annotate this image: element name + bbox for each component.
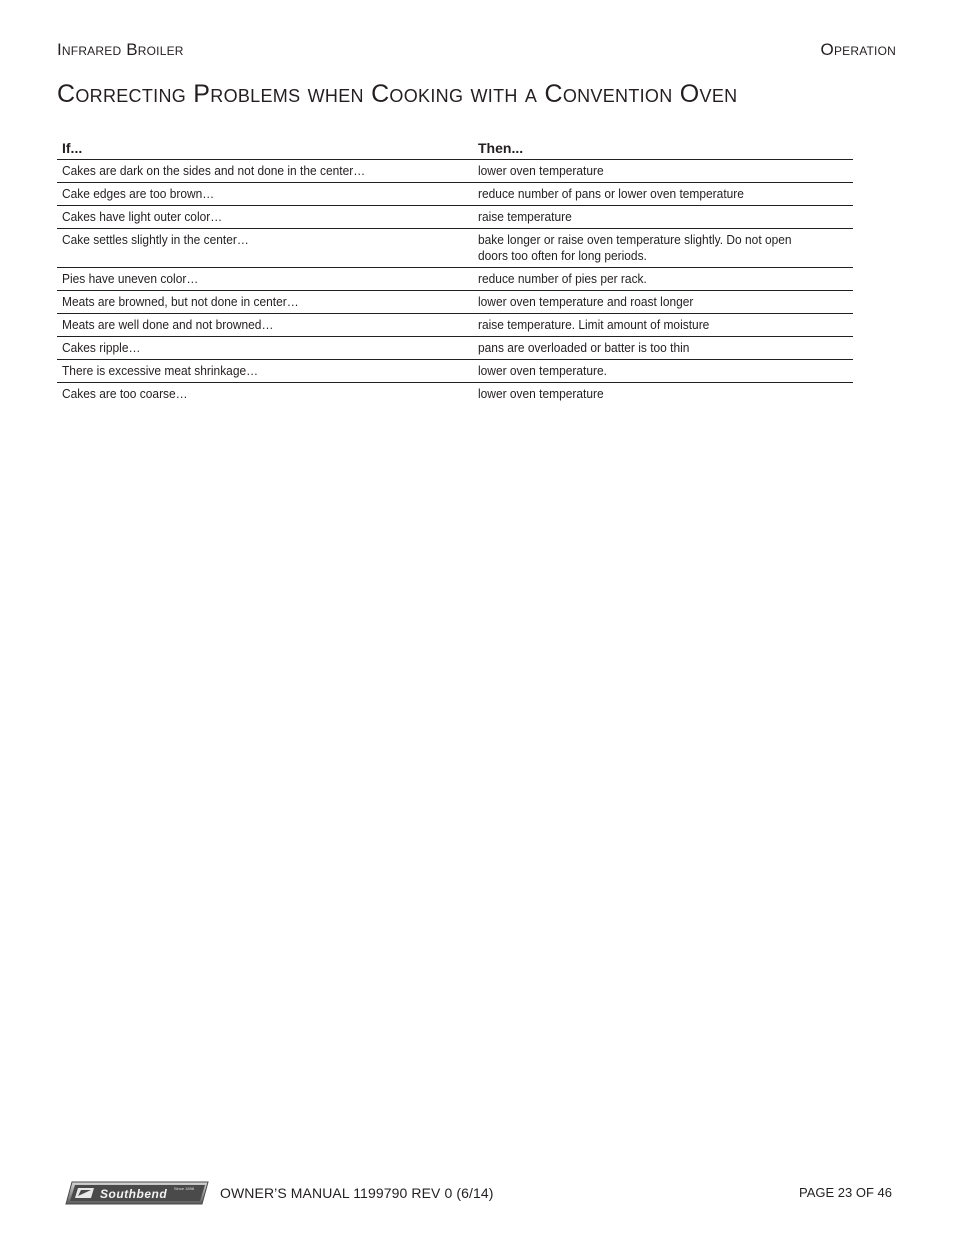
- table-row: [57, 337, 853, 360]
- problem-text: Meats are browned, but not done in center…: [62, 294, 299, 309]
- table-row: [57, 229, 853, 268]
- problem-text: There is excessive meat shrinkage…: [62, 363, 259, 378]
- logo-wordmark: Southbend: [100, 1187, 168, 1201]
- solution-text: pans are overloaded or batter is too thin: [478, 340, 690, 355]
- column-header-then: Then...: [473, 138, 853, 160]
- troubleshooting-table: [57, 138, 853, 405]
- southbend-logo: [64, 1181, 210, 1205]
- running-header-section: Operation: [820, 40, 896, 59]
- table-row: [57, 291, 853, 314]
- problem-cell: [57, 291, 473, 314]
- table-row: [57, 160, 853, 183]
- problem-cell: [57, 206, 473, 229]
- problem-cell: [57, 229, 473, 268]
- solution-text: bake longer or raise oven temperature slightly. Do not open doors too often for long periods.: [478, 232, 792, 263]
- solution-text: lower oven temperature: [478, 386, 604, 401]
- problem-text: Cake settles slightly in the center…: [62, 232, 249, 247]
- page-title: Correcting Problems when Cooking with a Convention Oven: [57, 80, 738, 108]
- problem-text: Meats are well done and not browned…: [62, 317, 274, 332]
- footer-manual-info: OWNER’S MANUAL 1199790 REV 0 (6/14): [220, 1185, 494, 1201]
- solution-text: lower oven temperature and roast longer: [478, 294, 694, 309]
- solution-text: reduce number of pans or lower oven temperature: [478, 186, 744, 201]
- problem-text: Cakes have light outer color…: [62, 209, 223, 224]
- problem-cell: [57, 183, 473, 206]
- problem-text: Cakes are too coarse…: [62, 386, 188, 401]
- problem-cell: [57, 314, 473, 337]
- table-row: [57, 314, 853, 337]
- solution-text: raise temperature. Limit amount of moisture: [478, 317, 710, 332]
- table-row: [57, 268, 853, 291]
- table-row: [57, 206, 853, 229]
- problem-text: Cakes are dark on the sides and not done in the center…: [62, 163, 366, 178]
- table-row: [57, 360, 853, 383]
- problem-cell: [57, 160, 473, 183]
- problem-cell: [57, 360, 473, 383]
- solution-cell: [473, 337, 853, 360]
- solution-cell: [473, 383, 853, 406]
- table-header-row: [57, 138, 853, 160]
- solution-cell: [473, 360, 853, 383]
- footer-page-number: PAGE 23 OF 46: [799, 1185, 892, 1200]
- running-header-product: Infrared Broiler: [57, 40, 184, 59]
- solution-text: reduce number of pies per rack.: [478, 271, 647, 286]
- solution-cell: [473, 160, 853, 183]
- solution-text: lower oven temperature: [478, 163, 604, 178]
- problem-cell: [57, 383, 473, 406]
- problem-cell: [57, 337, 473, 360]
- solution-cell: [473, 268, 853, 291]
- table-row: [57, 383, 853, 406]
- solution-cell: [473, 206, 853, 229]
- solution-cell: [473, 291, 853, 314]
- solution-cell: [473, 314, 853, 337]
- solution-text: raise temperature: [478, 209, 572, 224]
- column-header-if: If...: [57, 138, 473, 160]
- problem-text: Cake edges are too brown…: [62, 186, 215, 201]
- problem-text: Cakes ripple…: [62, 340, 141, 355]
- solution-cell: [473, 229, 853, 268]
- solution-cell: [473, 183, 853, 206]
- logo-since: Since 1898: [174, 1186, 195, 1191]
- problem-cell: [57, 268, 473, 291]
- table-row: [57, 183, 853, 206]
- solution-text: lower oven temperature.: [478, 363, 607, 378]
- problem-text: Pies have uneven color…: [62, 271, 199, 286]
